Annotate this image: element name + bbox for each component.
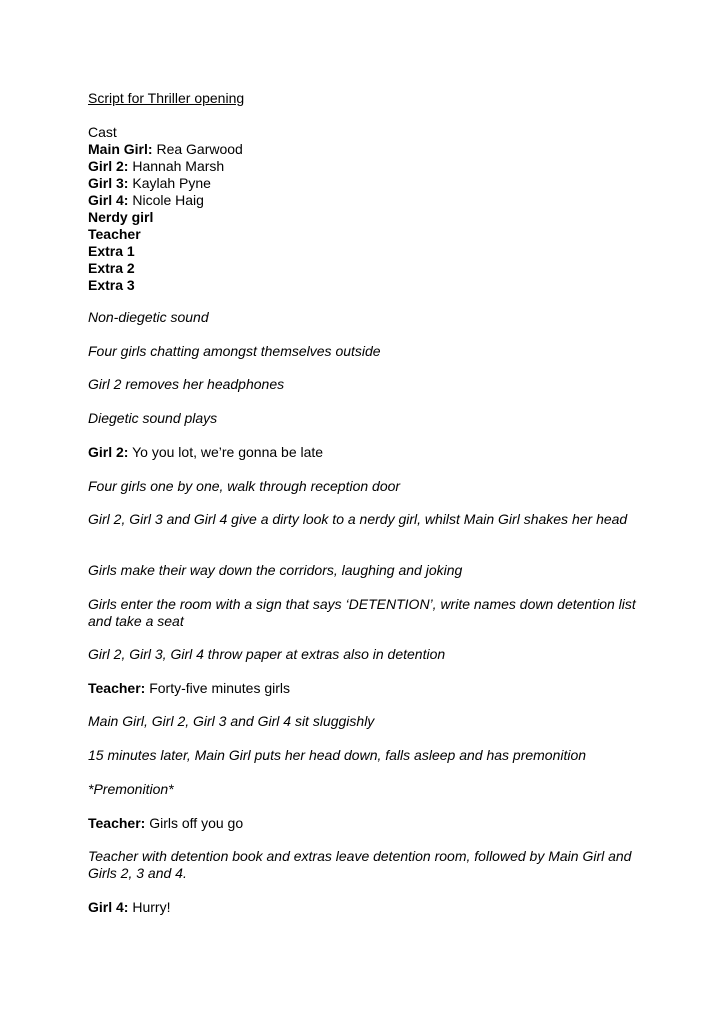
cast-role: Girl 3: [88,175,129,191]
cast-role: Extra 2 [88,260,135,276]
dialogue-line [88,815,648,832]
stage-direction: Main Girl, Girl 2, Girl 3 and Girl 4 sit sluggishly [88,713,375,729]
dialogue-line [88,899,648,916]
stage-direction: Four girls one by one, walk through reception door [88,478,401,494]
cast-role: Girl 4: [88,192,129,208]
stage-direction: Girl 2, Girl 3 and Girl 4 give a dirty look to a nerdy girl, whilst Main Girl shakes her head [88,511,628,527]
cast-member [88,243,648,260]
stage-direction: Girl 2, Girl 3, Girl 4 throw paper at extras also in detention [88,646,446,662]
dialogue-line [88,444,648,461]
stage-direction: Four girls chatting amongst themselves outside [88,343,381,359]
cast-list [88,124,648,294]
cast-role: Nerdy girl [88,209,154,225]
stage-direction: *Premonition* [88,781,174,797]
dialogue-text: Yo you lot, we’re gonna be late [132,444,324,460]
stage-direction: Teacher with detention book and extras leave detention room, followed by Main Girl and Girls 2, 3 and 4. [88,848,632,881]
cast-member [88,226,648,243]
cast-role: Extra 3 [88,277,135,293]
cast-role: Main Girl: [88,141,153,157]
stage-direction: Girls enter the room with a sign that says ‘DETENTION’, write names down detention list and take a seat [88,596,636,629]
speaker: Teacher: [88,680,146,696]
cast-member [88,192,648,209]
document-title: Script for Thriller opening [88,90,245,106]
speaker: Teacher: [88,815,146,831]
stage-direction: 15 minutes later, Main Girl puts her head down, falls asleep and has premonition [88,747,587,763]
cast-actor: Kaylah Pyne [132,175,211,191]
cast-role: Teacher [88,226,141,242]
cast-member [88,141,648,158]
cast-member [88,158,648,175]
dialogue-line [88,680,648,697]
cast-actor: Rea Garwood [156,141,243,157]
dialogue-text: Girls off you go [149,815,244,831]
cast-role: Girl 2: [88,158,129,174]
speaker: Girl 2: [88,444,129,460]
cast-actor: Nicole Haig [132,192,204,208]
stage-direction: Non-diegetic sound [88,309,209,325]
speaker: Girl 4: [88,899,129,915]
dialogue-text: Hurry! [132,899,171,915]
cast-actor: Hannah Marsh [132,158,225,174]
cast-heading: Cast [88,124,117,140]
cast-member [88,260,648,277]
cast-member [88,277,648,294]
cast-member [88,209,648,226]
cast-member [88,175,648,192]
stage-direction: Girl 2 removes her headphones [88,376,285,392]
stage-direction: Girls make their way down the corridors, laughing and joking [88,562,463,578]
cast-role: Extra 1 [88,243,135,259]
dialogue-text: Forty-five minutes girls [149,680,291,696]
stage-direction: Diegetic sound plays [88,410,218,426]
